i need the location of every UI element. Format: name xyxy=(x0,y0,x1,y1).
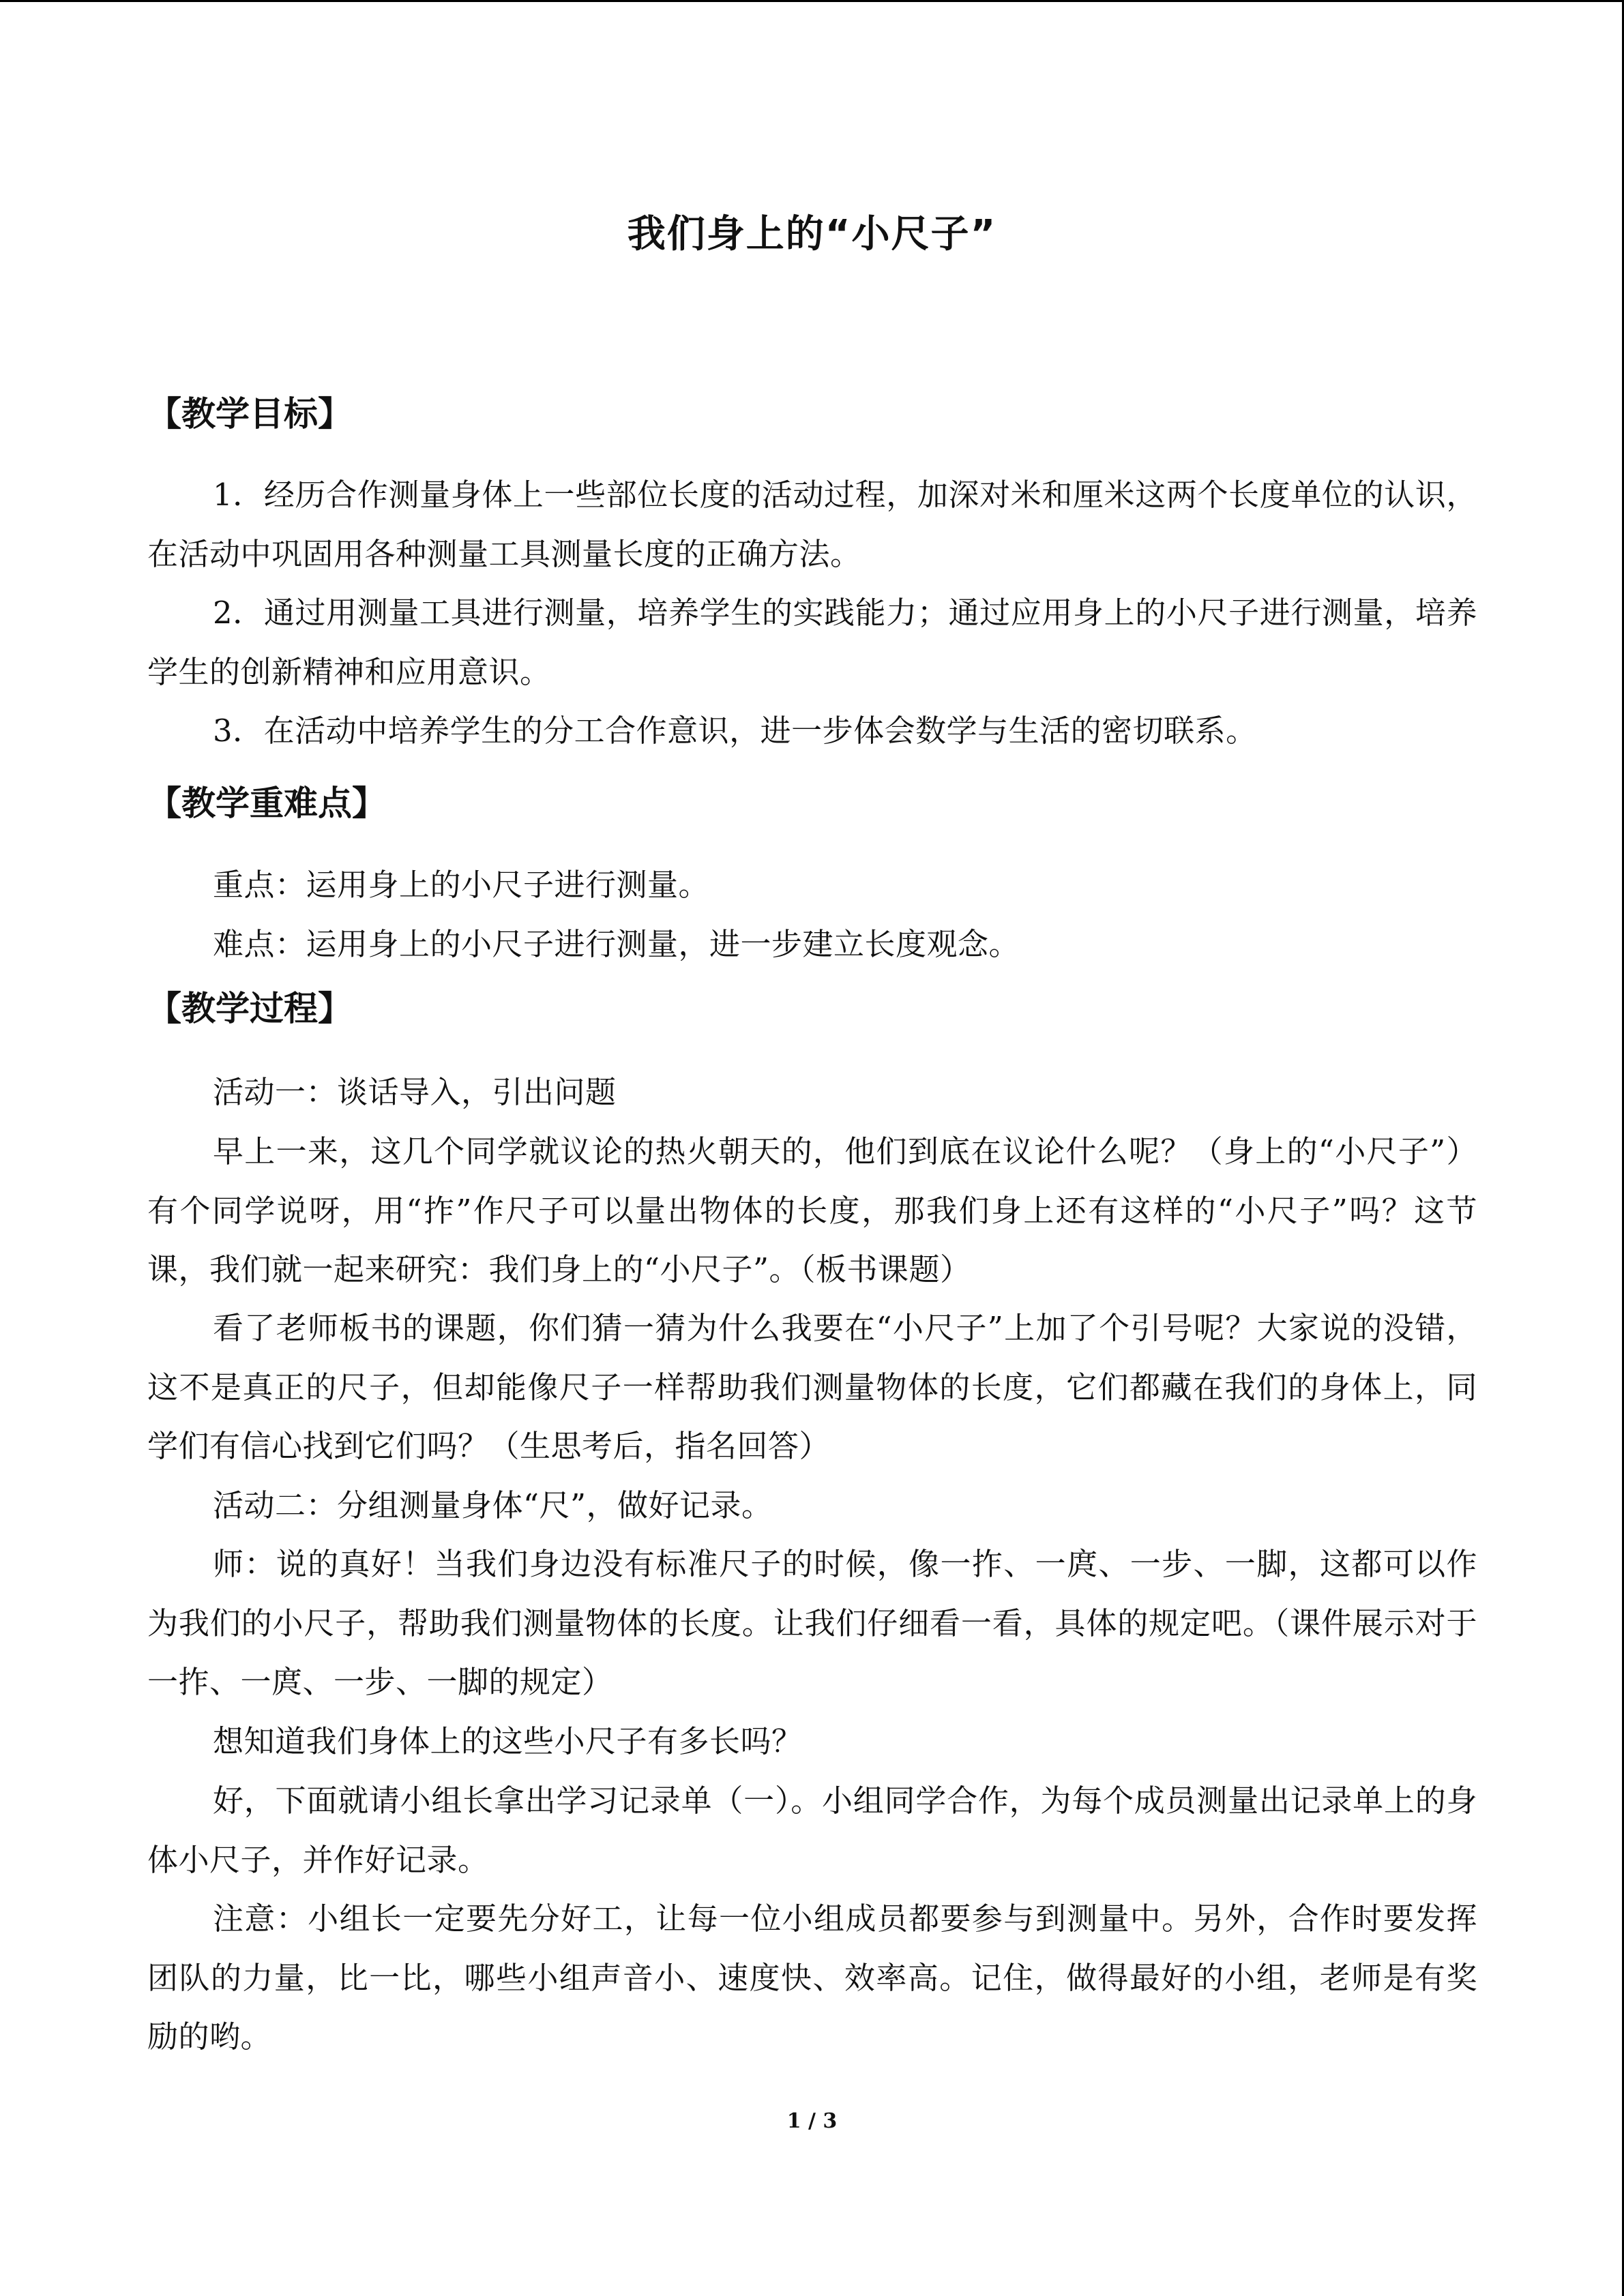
paragraph: 想知道我们身体上的这些小尺子有多长吗？ xyxy=(213,1723,803,1759)
section-heading-process: 【教学过程】 xyxy=(147,989,352,1028)
paragraph: 注意：小组长一定要先分好工，让每一位小组成员都要参与到测量中。另外，合作时要发挥团队的力量，比一比，哪些小组声音小、速度快、效率高。记住，做得最好的小组，老师是有奖励的哟。 xyxy=(147,1900,1477,2055)
paragraph: 3．在活动中培养学生的分工合作意识，进一步体会数学与生活的密切联系。 xyxy=(213,713,1257,749)
paragraph: 看了老师板书的课题，你们猜一猜为什么我要在“小尺子”上加了个引号呢？大家说的没错，这不是真正的尺子，但却能像尺子一样帮助我们测量物体的长度，它们都藏在我们的身体上，同学们有信心找到它们吗？（生思考后，指名回答） xyxy=(147,1310,1477,1465)
paragraph: 师：说的真好！当我们身边没有标准尺子的时候，像一拃、一庹、一步、一脚，这都可以作为我们的小尺子，帮助我们测量物体的长度。让我们仔细看一看，具体的规定吧。（课件展示对于一拃、一庹、一步、一脚的规定） xyxy=(147,1546,1477,1701)
page-number: 1 / 3 xyxy=(786,2109,838,2133)
paragraph: 重点：运用身上的小尺子进行测量。 xyxy=(213,867,710,903)
paragraph: 2．通过用测量工具进行测量，培养学生的实践能力；通过应用身上的小尺子进行测量，培养学生的创新精神和应用意识。 xyxy=(147,595,1477,690)
section-heading-key-points: 【教学重难点】 xyxy=(147,784,386,823)
paragraph: 早上一来，这几个同学就议论的热火朝天的，他们到底在议论什么呢？（身上的“小尺子”）有个同学说呀，用“拃”作尺子可以量出物体的长度，那我们身上还有这样的“小尺子”吗？这节课，我们就一起来研究：我们身上的“小尺子”。（板书课题） xyxy=(147,1133,1477,1288)
paragraph: 好，下面就请小组长拿出学习记录单（一）。小组同学合作，为每个成员测量出记录单上的身体小尺子，并作好记录。 xyxy=(147,1783,1477,1878)
document-title: 我们身上的“小尺子” xyxy=(627,212,997,256)
paragraph: 难点：运用身上的小尺子进行测量，进一步建立长度观念。 xyxy=(213,926,1020,962)
paragraph: 活动一：谈话导入，引出问题 xyxy=(213,1074,617,1110)
paragraph: 1．经历合作测量身体上一些部位长度的活动过程，加深对米和厘米这两个长度单位的认识，在活动中巩固用各种测量工具测量长度的正确方法。 xyxy=(147,477,1477,572)
paragraph: 活动二：分组测量身体“尺”，做好记录。 xyxy=(213,1487,773,1523)
section-heading-objectives: 【教学目标】 xyxy=(147,394,352,434)
